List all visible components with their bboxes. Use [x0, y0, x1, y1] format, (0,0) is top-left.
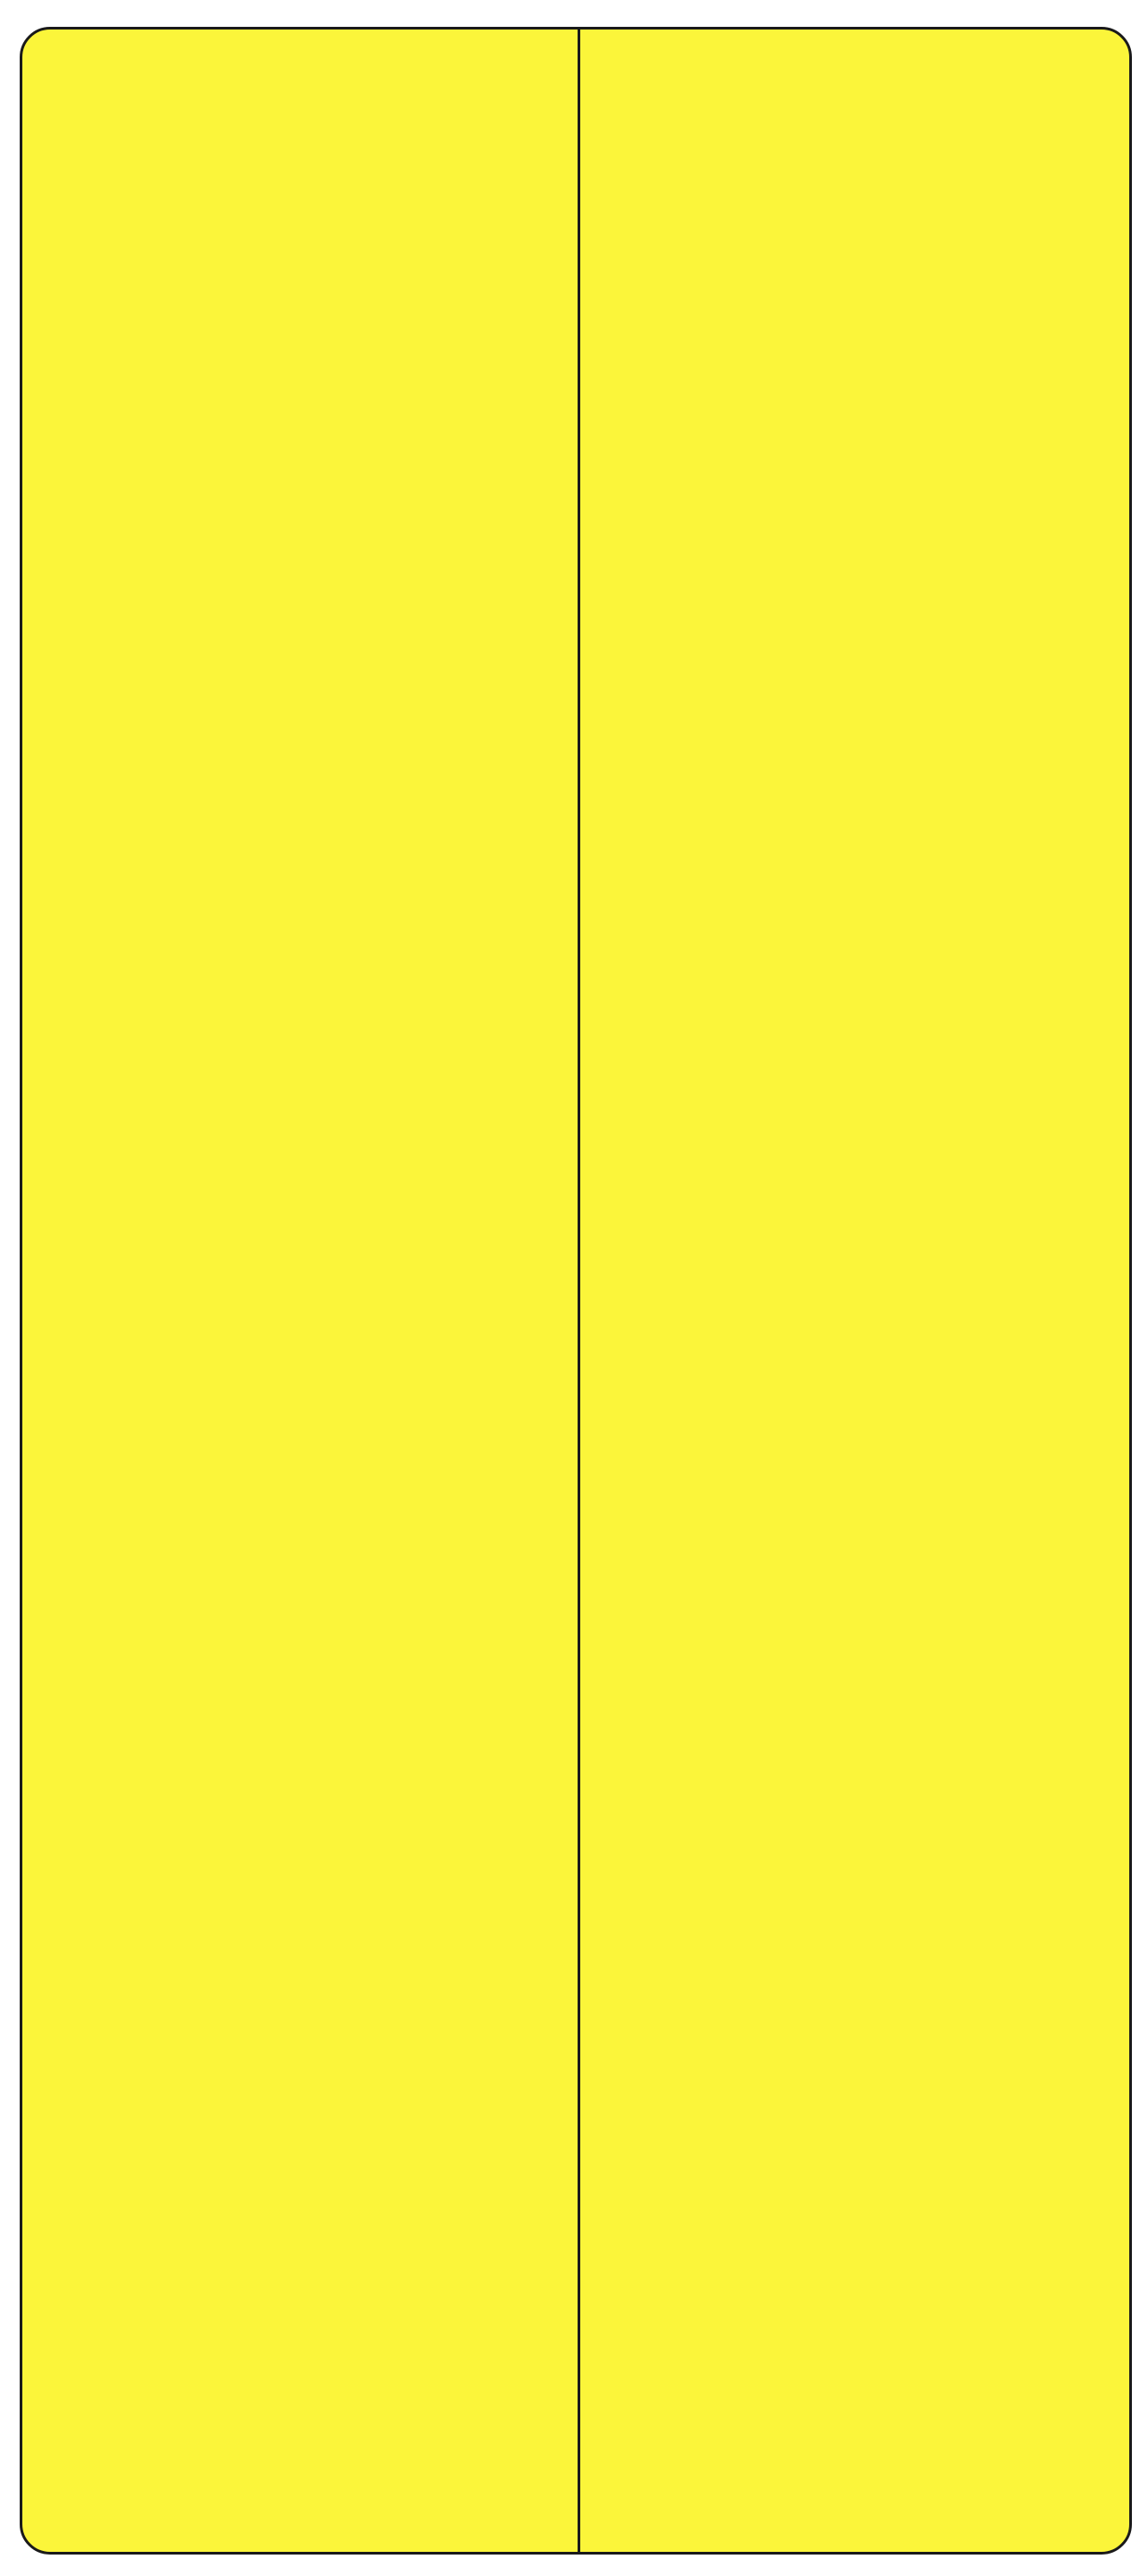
right-column — [580, 30, 1129, 2552]
menu-card — [20, 27, 1132, 2555]
left-column — [22, 30, 580, 2552]
